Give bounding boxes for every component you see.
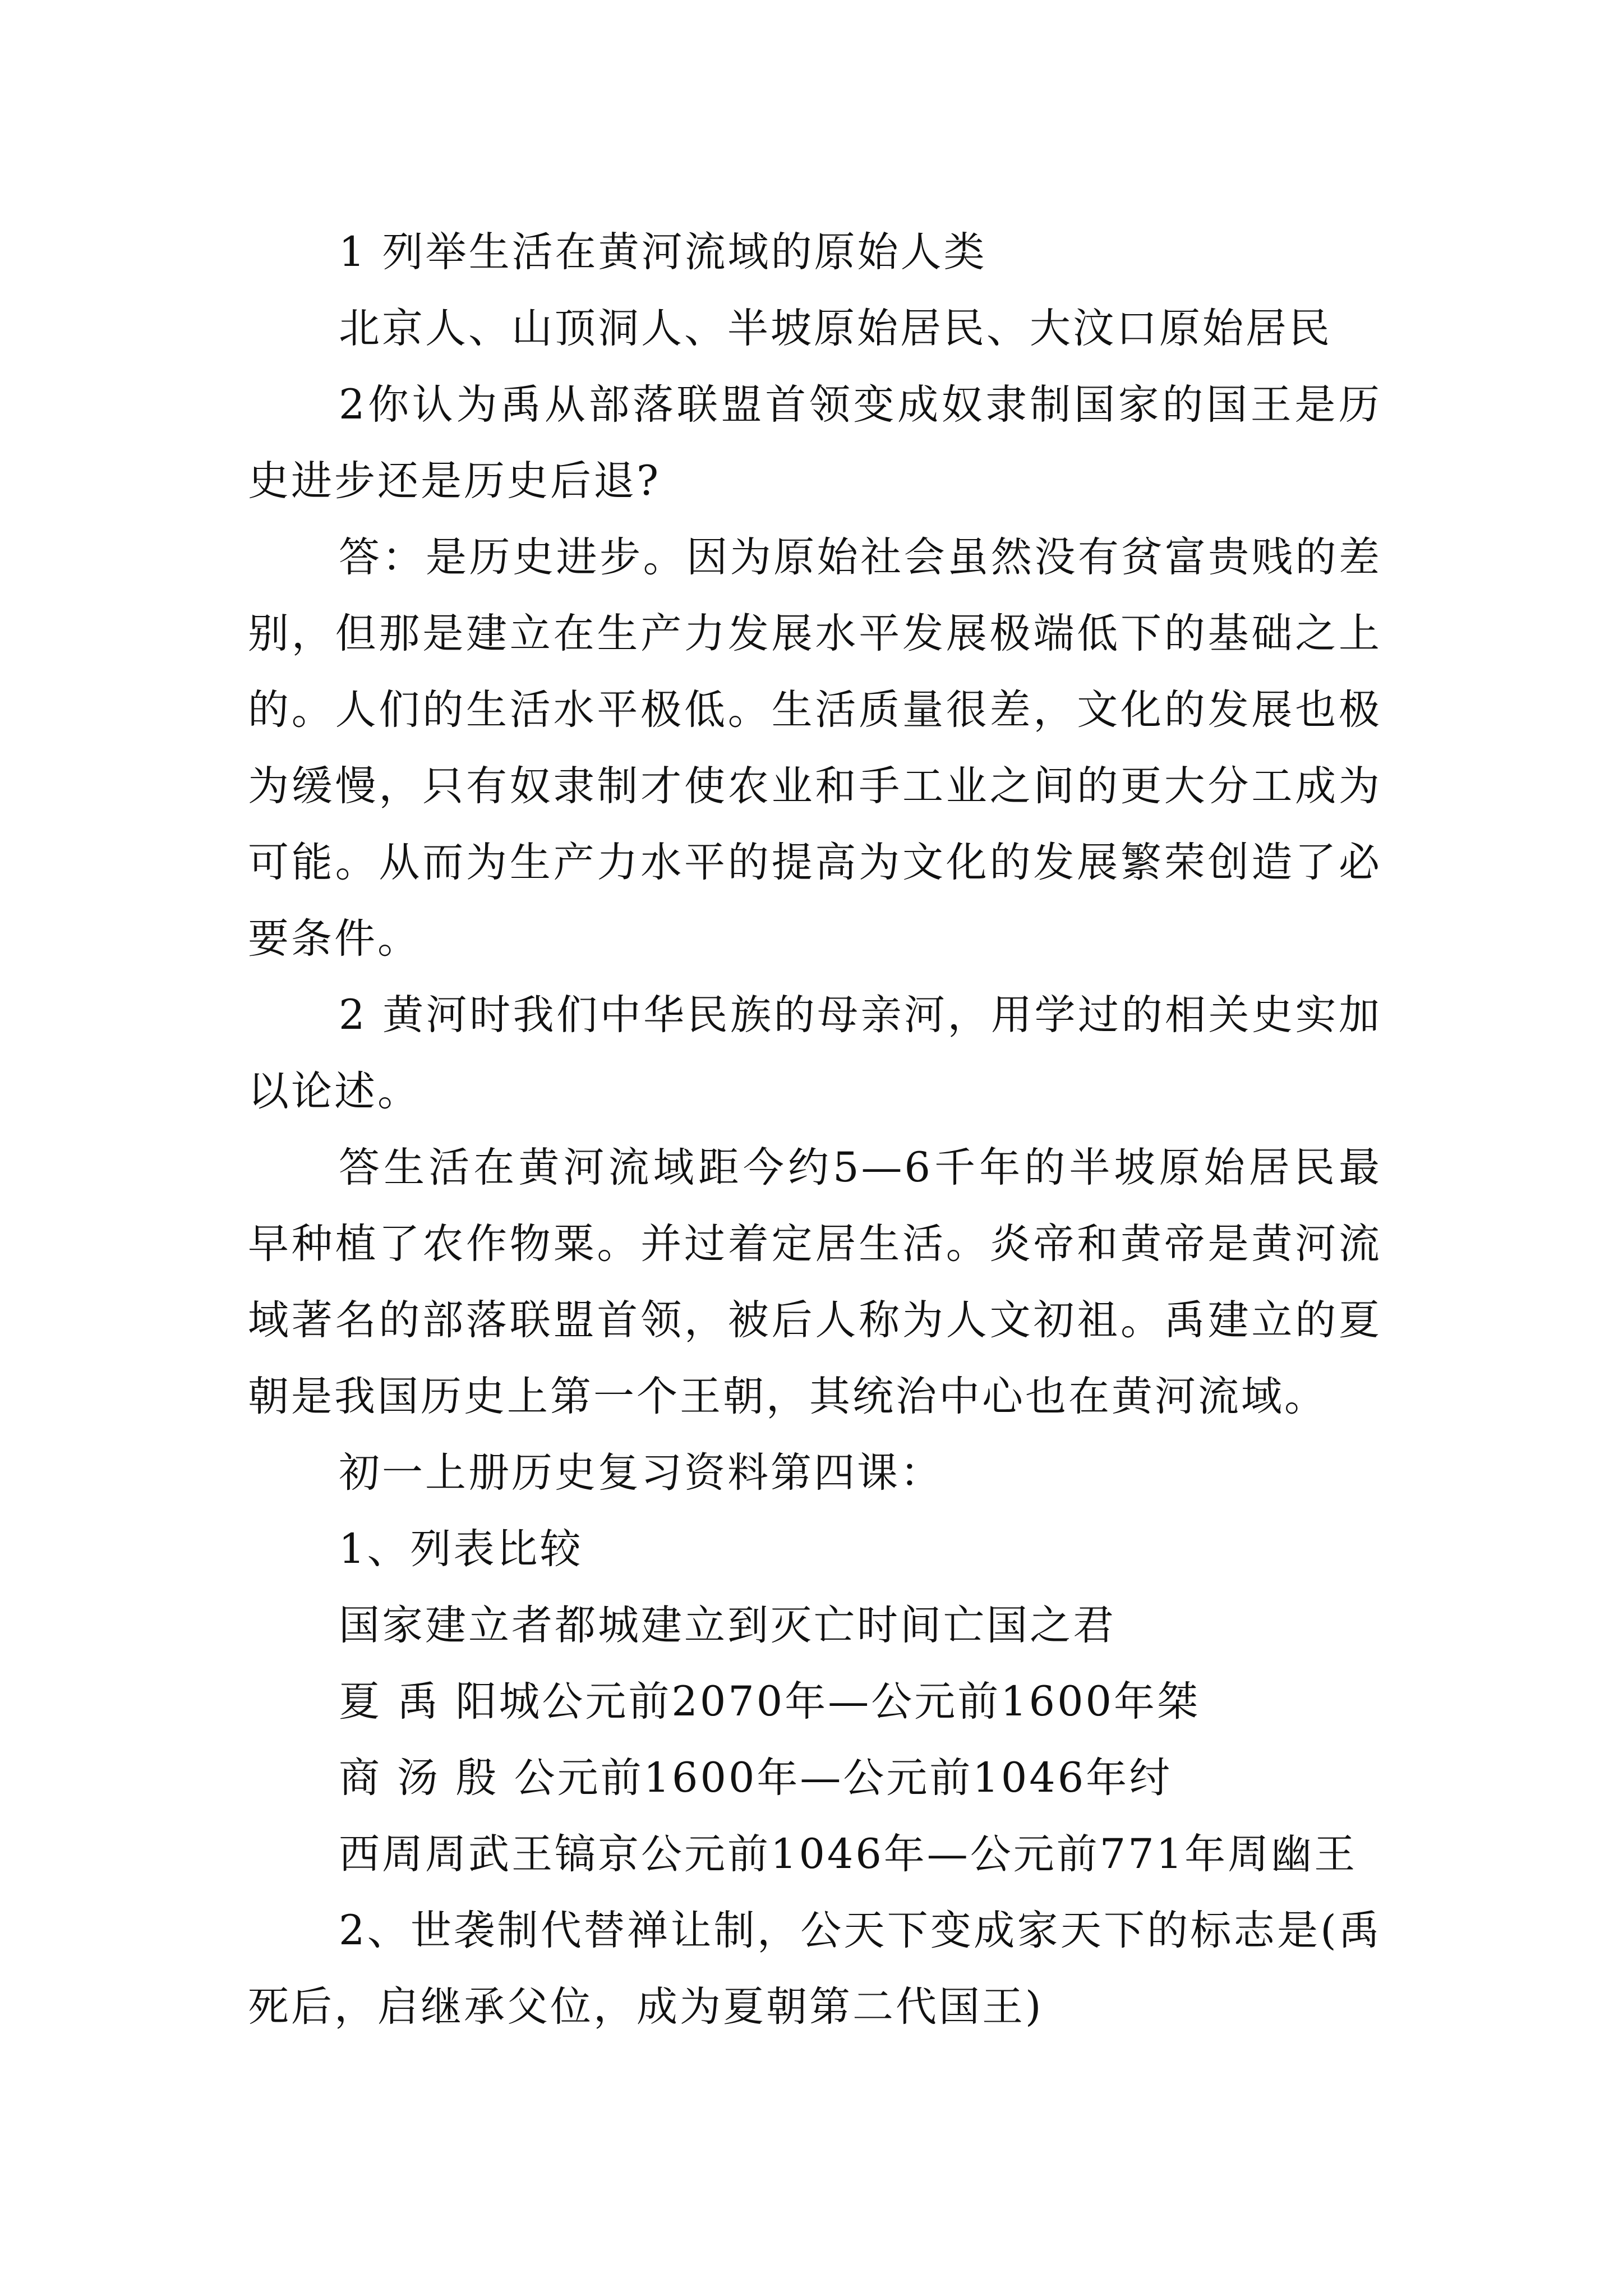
list-item-heading: 1、列表比较: [339, 1525, 583, 1573]
paragraph-question-3: 2 黄河时我们中华民族的母亲河，用学过的相关史实加以论述。: [248, 991, 1382, 1115]
paragraph-answer-3: 答生活在黄河流域距今约5—6千年的半坡原始居民最早种植了农作物粟。并过着定居生活。炎帝和黄帝是黄河流域著名的部落联盟首领，被后人称为人文初祖。禹建立的夏朝是我国历史上第一个王朝，其统治中心也在黄河流域。: [248, 1144, 1382, 1420]
section-heading: 初一上册历史复习资料第四课：: [339, 1449, 943, 1497]
document-body: [248, 214, 1382, 2045]
paragraph-answer-2: 答：是历史进步。因为原始社会虽然没有贫富贵贱的差别，但那是建立在生产力发展水平发展极端低下的基础之上的。人们的生活水平极低。生活质量很差，文化的发展也极为缓慢，只有奴隶制才使农业和手工业之间的更大分工成为可能。从而为生产力水平的提高为文化的发展繁荣创造了必要条件。: [248, 533, 1382, 963]
paragraph-point-2: 2、世袭制代替禅让制，公天下变成家天下的标志是(禹死后，启继承父位，成为夏朝第二代国王): [248, 1907, 1382, 2031]
paragraph-question-2: 2你认为禹从部落联盟首领变成奴隶制国家的国王是历史进步还是历史后退?: [248, 381, 1382, 505]
table-row-xia: 夏 禹 阳城公元前2070年—公元前1600年桀: [339, 1678, 1200, 1726]
table-row-shang: 商 汤 殷 公元前1600年—公元前1046年纣: [339, 1754, 1173, 1802]
table-row-western-zhou: 西周周武王镐京公元前1046年—公元前771年周幽王: [339, 1830, 1358, 1878]
paragraph-answer-1: 北京人、山顶洞人、半坡原始居民、大汶口原始居民: [339, 305, 1332, 352]
paragraph-question-1: 1 列举生活在黄河流域的原始人类: [339, 228, 987, 276]
table-header-line: 国家建立者都城建立到灭亡时间亡国之君: [339, 1602, 1116, 1649]
